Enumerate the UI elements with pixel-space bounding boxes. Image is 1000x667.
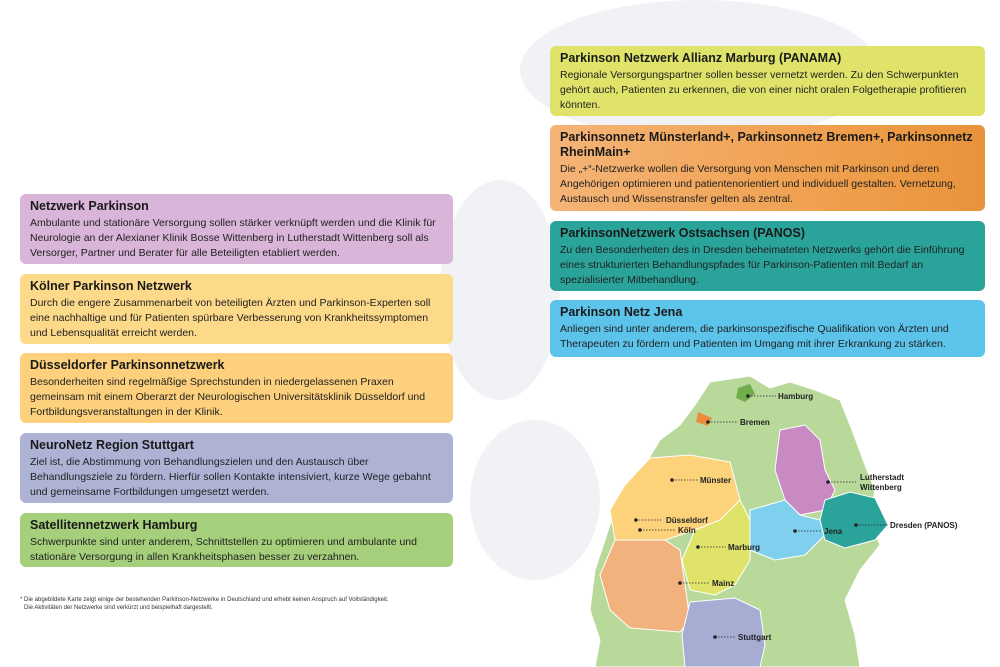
city-label-bremen: Bremen [740,418,770,427]
city-label-mainz: Mainz [712,579,735,588]
card-netzwerk-parkinson [20,194,453,264]
card-title: NeuroNetz Region Stuttgart [30,438,194,452]
card-text: Regionale Versorgungspartner sollen besser vernetzt werden. Zu den Schwerpunkten gehört auch, Patienten zu erkennen, die von einer nicht oralen Folgetherapie profitieren könnten. [560,69,967,111]
card-parkinson-netz-jena [550,300,985,357]
card-title: Düsseldorfer Parkinsonnetzwerk [30,358,225,372]
card-title: ParkinsonNetzwerk Ostsachsen (PANOS) [560,226,805,240]
card-satellitennetzwerk-hamburg [20,513,453,567]
city-label-duesseldorf: Düsseldorf [666,516,708,525]
background-shape [470,420,600,580]
city-label-wittenberg-1: Lutherstadt [860,473,904,482]
card-koelner-parkinson-netzwerk [20,274,453,344]
city-label-marburg: Marburg [728,543,760,552]
card-duesseldorfer-parkinsonnetzwerk [20,353,453,423]
germany-map [590,370,958,667]
footnote [20,596,460,612]
card-parkinsonnetz-plus [550,125,985,211]
card-text: Zu den Besonderheiten des in Dresden beheimateten Netzwerks gehört die Einführung eines strukturierten Behandlungspfades für Parkinson-Patienten mit Bedarf an spezialisierter Mitbehandlung. [560,244,965,286]
city-label-muenster: Münster [700,476,732,485]
card-neuronetz-stuttgart [20,433,453,503]
card-title: Parkinsonnetz Münsterland+, Parkinsonnetz Bremen+, Parkinsonnetz RheinMain+ [560,130,973,159]
city-label-koeln: Köln [678,526,696,535]
city-label-stuttgart: Stuttgart [738,633,772,642]
card-text: Schwerpunkte sind unter anderem, Schnittstellen zu optimieren und ambulante und stationäre Versorgung in allen Krankheitsphasen besser zu verzahnen. [30,536,417,563]
card-panos [550,221,985,291]
card-title: Parkinson Netz Jena [560,305,683,319]
card-title: Parkinson Netzwerk Allianz Marburg (PANAMA) [560,51,842,65]
footnote-line: Die Aktivitäten der Netzwerke sind verkürzt und beispielhaft dargestellt. [24,605,213,611]
footnote-line: * Die abgebildete Karte zeigt einige der bestehenden Parkinson-Netzwerke in Deutschland und erhebt keinen Anspruch auf Vollständigkeit. [20,597,389,603]
city-label-dresden: Dresden (PANOS) [890,521,958,530]
city-label-hamburg: Hamburg [778,392,814,401]
city-label-jena: Jena [824,527,843,536]
card-text: Ambulante und stationäre Versorgung sollen stärker verknüpft werden und die Klinik für Neurologie an der Alexianer Klinik Bosse Wittenberg in Lutherstadt Wittenberg soll als Versorger, Partner und Berater für alle Beteiligten etabliert werden. [30,217,436,259]
card-text: Die „+“-Netzwerke wollen die Versorgung von Menschen mit Parkinson und deren Angehörigen optimieren und patientenorientiert und individuell gestalten. Vernetzung, Austausch und Wissenstransfer gelten als zentral. [560,163,956,205]
card-text: Ziel ist, die Abstimmung von Behandlungszielen und den Austausch über Behandlungsziele zu fördern. Hierfür sollen Kontakte intensiviert, kurze Wege gebahnt und gemeinsame Fortbildungen umgesetzt werden. [30,456,431,498]
card-title: Satellitennetzwerk Hamburg [30,518,198,532]
city-label-wittenberg-2: Wittenberg [860,483,902,492]
card-title: Kölner Parkinson Netzwerk [30,279,192,293]
card-panama [550,46,985,116]
card-text: Anliegen sind unter anderem, die parkinsonspezifische Qualifikation von Ärzten und Therapeuten zu fördern und Patienten im Umgang mit ihrer Erkrankung zu stärken. [560,323,949,350]
card-text: Durch die engere Zusammenarbeit von beteiligten Ärzten und Parkinson-Experten soll eine nachhaltige und für Patienten spürbare Verbesserung von Krankheitssymptomen und Lebensqualität erreicht werden. [30,297,431,339]
card-text: Besonderheiten sind regelmäßige Sprechstunden in niedergelassenen Praxen gemeinsam mit einem Oberarzt der Neurologischen Universitätsklinik Düsseldorf und Fortbildungsveranstaltungen in der Klinik. [30,376,426,418]
card-title: Netzwerk Parkinson [30,199,149,213]
background-shape [440,180,560,400]
